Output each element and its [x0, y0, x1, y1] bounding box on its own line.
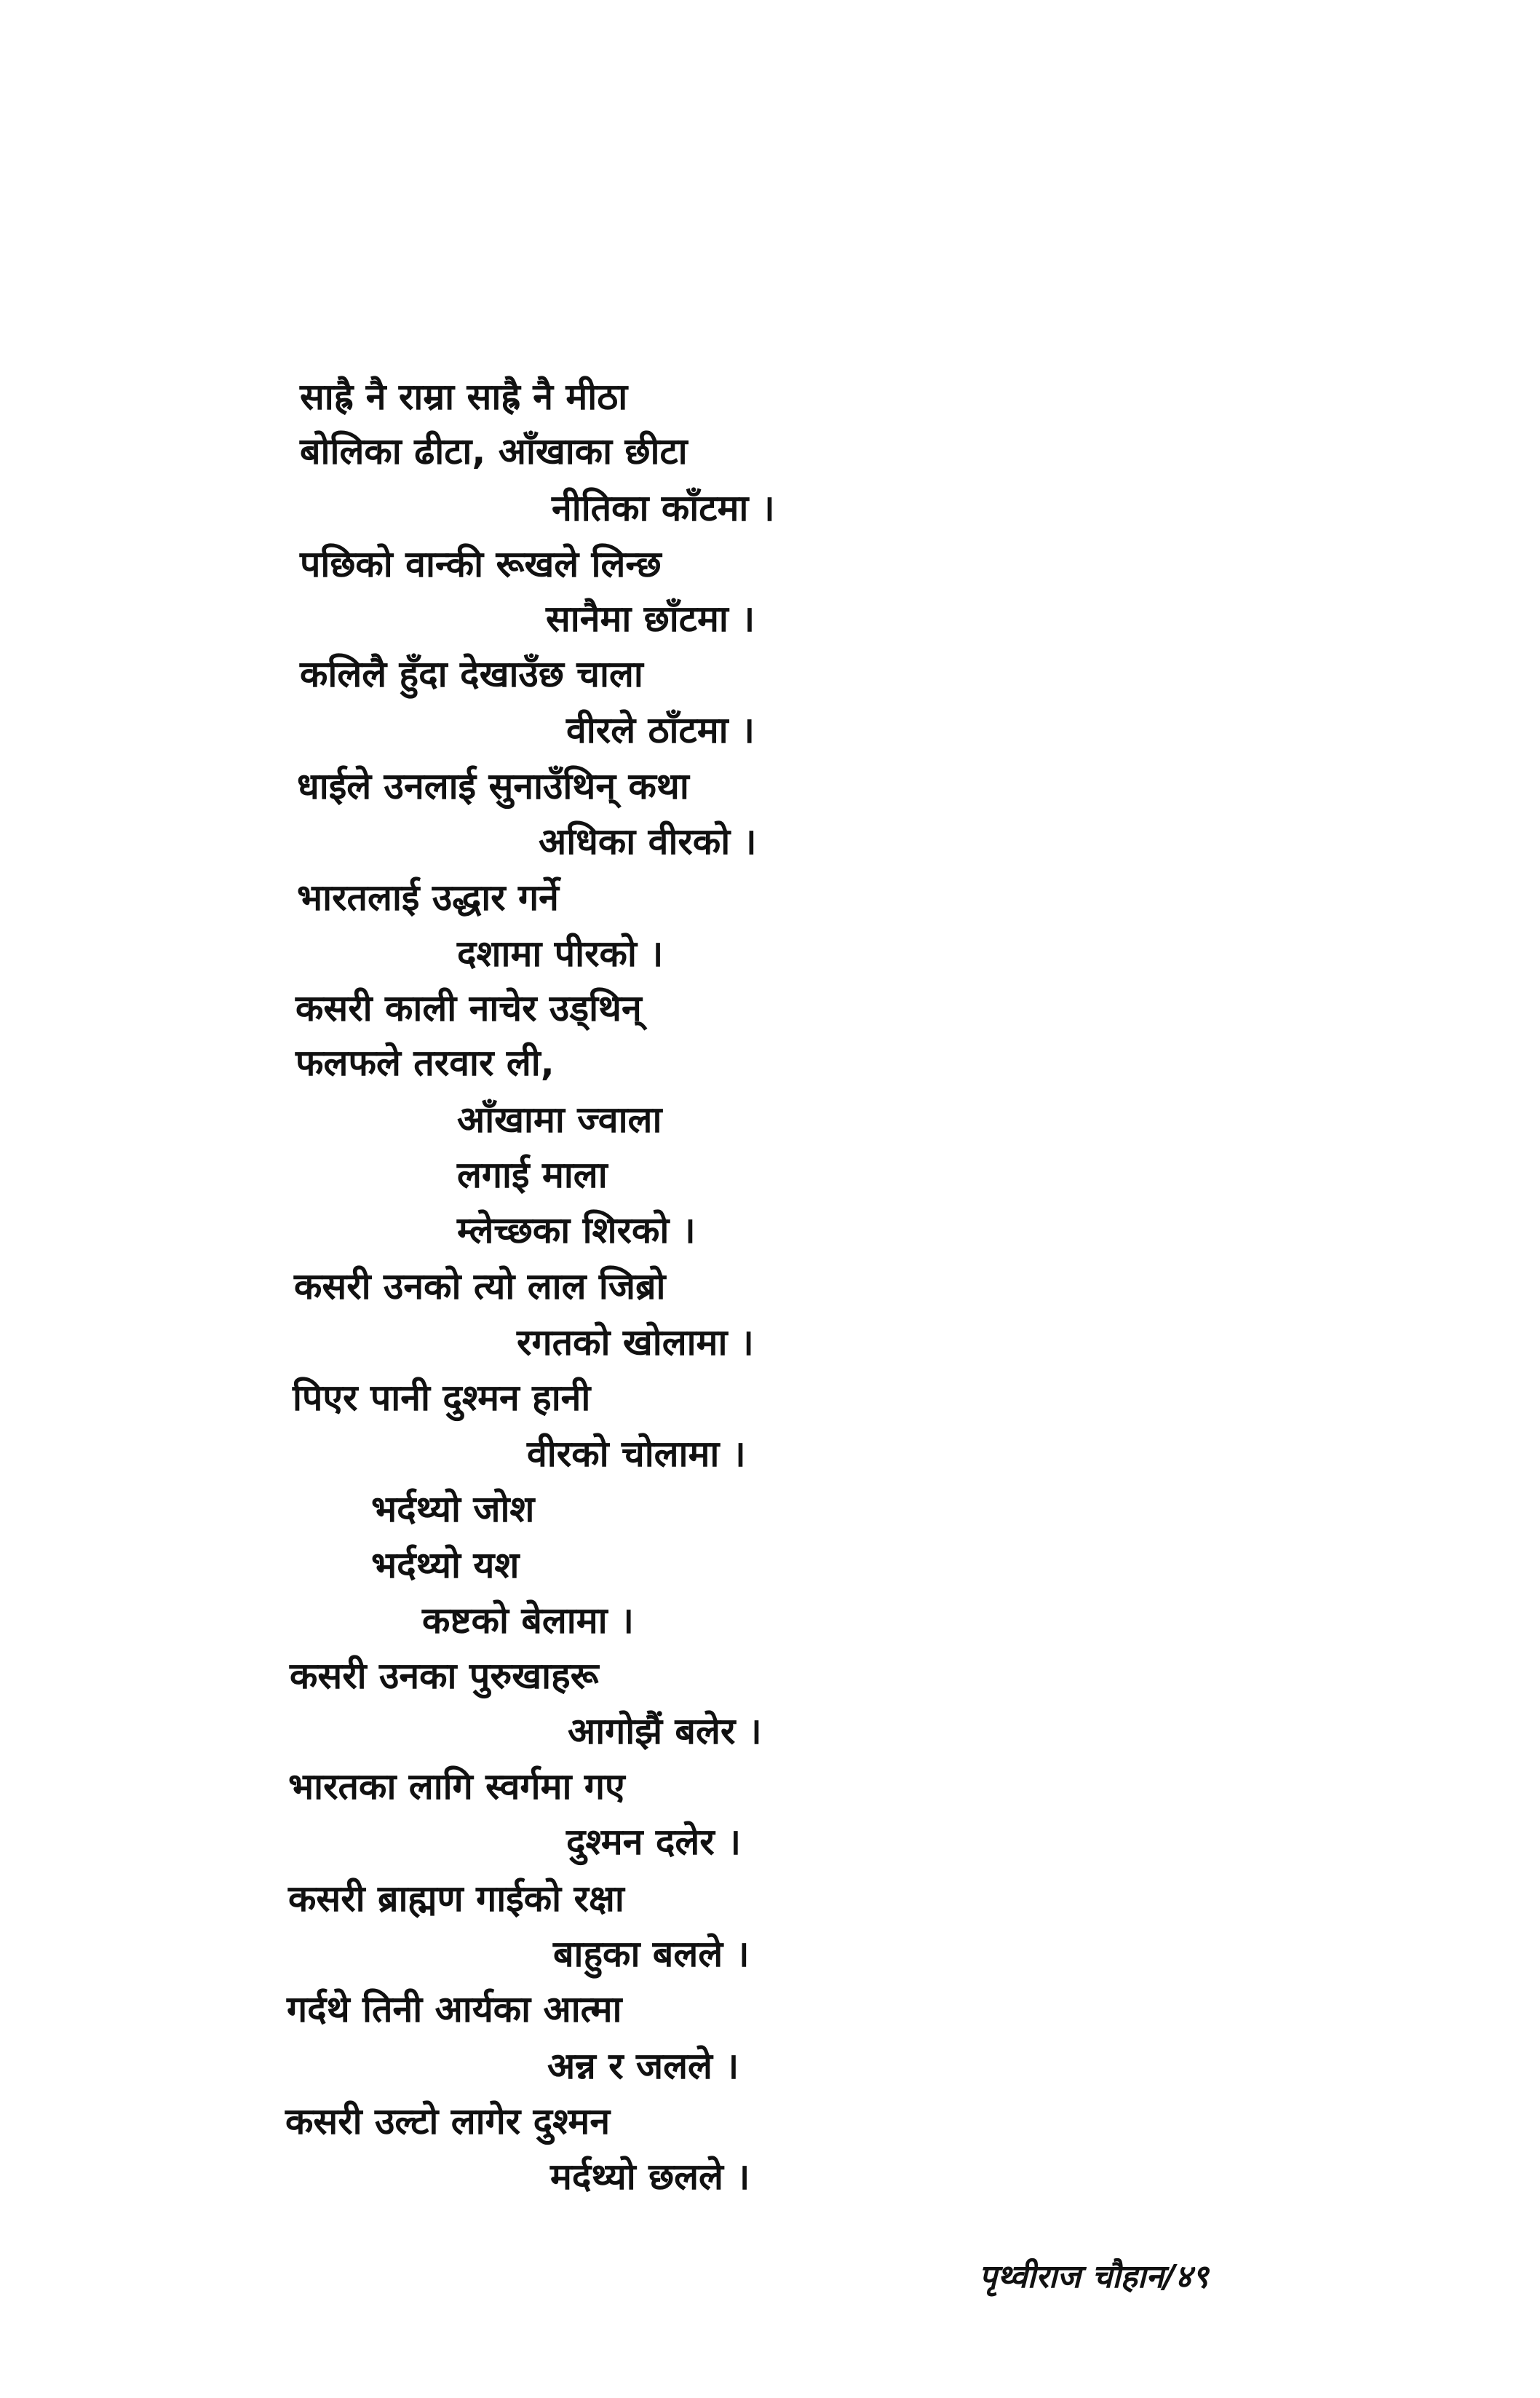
poem-line-6: कलिलै हुँदा देखाउँछ चाला: [300, 653, 643, 695]
poem-line-24: कसरी उनका पुरुखाहरू: [290, 1655, 599, 1697]
poem-line-32: कसरी उल्टो लागेर दुश्मन: [285, 2100, 611, 2142]
poem-line-29: बाहुका बलले ।: [553, 1933, 750, 1975]
poem-line-28: कसरी ब्राह्मण गाईको रक्षा: [288, 1877, 624, 1920]
poem-line-18: रगतको खोलामा ।: [517, 1321, 754, 1364]
poem-line-17: कसरी उनको त्यो लाल जिब्रो: [294, 1265, 666, 1307]
poem-line-1: साह्रै नै राम्रा साह्रै नै मीठा: [300, 376, 628, 418]
poem-line-19: पिएर पानी दुश्मन हानी: [293, 1377, 591, 1419]
poem-line-25: आगोझैं बलेर ।: [568, 1710, 762, 1752]
poem-line-12: कसरी काली नाचेर उड्थिन्: [295, 987, 642, 1029]
poem-line-11: दशामा पीरको ।: [457, 933, 664, 975]
poem-line-4: पछिको वान्की रूखले लिन्छ: [300, 543, 662, 585]
poem-line-10: भारतलाई उद्धार गर्ने: [297, 877, 559, 919]
poem-line-9: अधिका वीरको ।: [539, 820, 757, 863]
poem-line-8: धाईले उनलाई सुनाउँथिन् कथा: [297, 765, 689, 807]
poem-line-16: म्लेच्छका शिरको ।: [457, 1209, 696, 1251]
poem-line-5: सानैमा छाँटमा ।: [546, 598, 755, 640]
poem-line-15: लगाई माला: [457, 1154, 608, 1196]
poem-line-26: भारतका लागि स्वर्गमा गए: [288, 1765, 625, 1808]
poem-line-30: गर्दथे तिनी आर्यका आत्मा: [287, 1988, 622, 2030]
poem-line-13: फलफले तरवार ली,: [295, 1042, 555, 1084]
poem-line-33: मर्दथ्यो छलले ।: [550, 2156, 750, 2198]
poem-line-23: कष्टको बेलामा ।: [422, 1599, 634, 1642]
poem-line-20: वीरको चोलामा ।: [527, 1433, 746, 1475]
running-footer: पृथ्वीराज चौहान/४९: [979, 2258, 1209, 2295]
poem-line-22: भर्दथ्यो यश: [371, 1544, 520, 1586]
poem-line-3: नीतिका काँटमा ।: [552, 487, 775, 529]
poem-line-14: आँखामा ज्वाला: [457, 1099, 662, 1141]
poem-line-7: वीरले ठाँटमा ।: [566, 709, 755, 751]
poem-line-21: भर्दथ्यो जोश: [371, 1488, 535, 1530]
poem-line-31: अन्न र जलले ।: [547, 2045, 739, 2087]
poem-line-27: दुश्मन दलेर ।: [566, 1821, 742, 1863]
poem-line-2: बोलिका ढीटा, आँखाका छीटा: [300, 430, 688, 472]
